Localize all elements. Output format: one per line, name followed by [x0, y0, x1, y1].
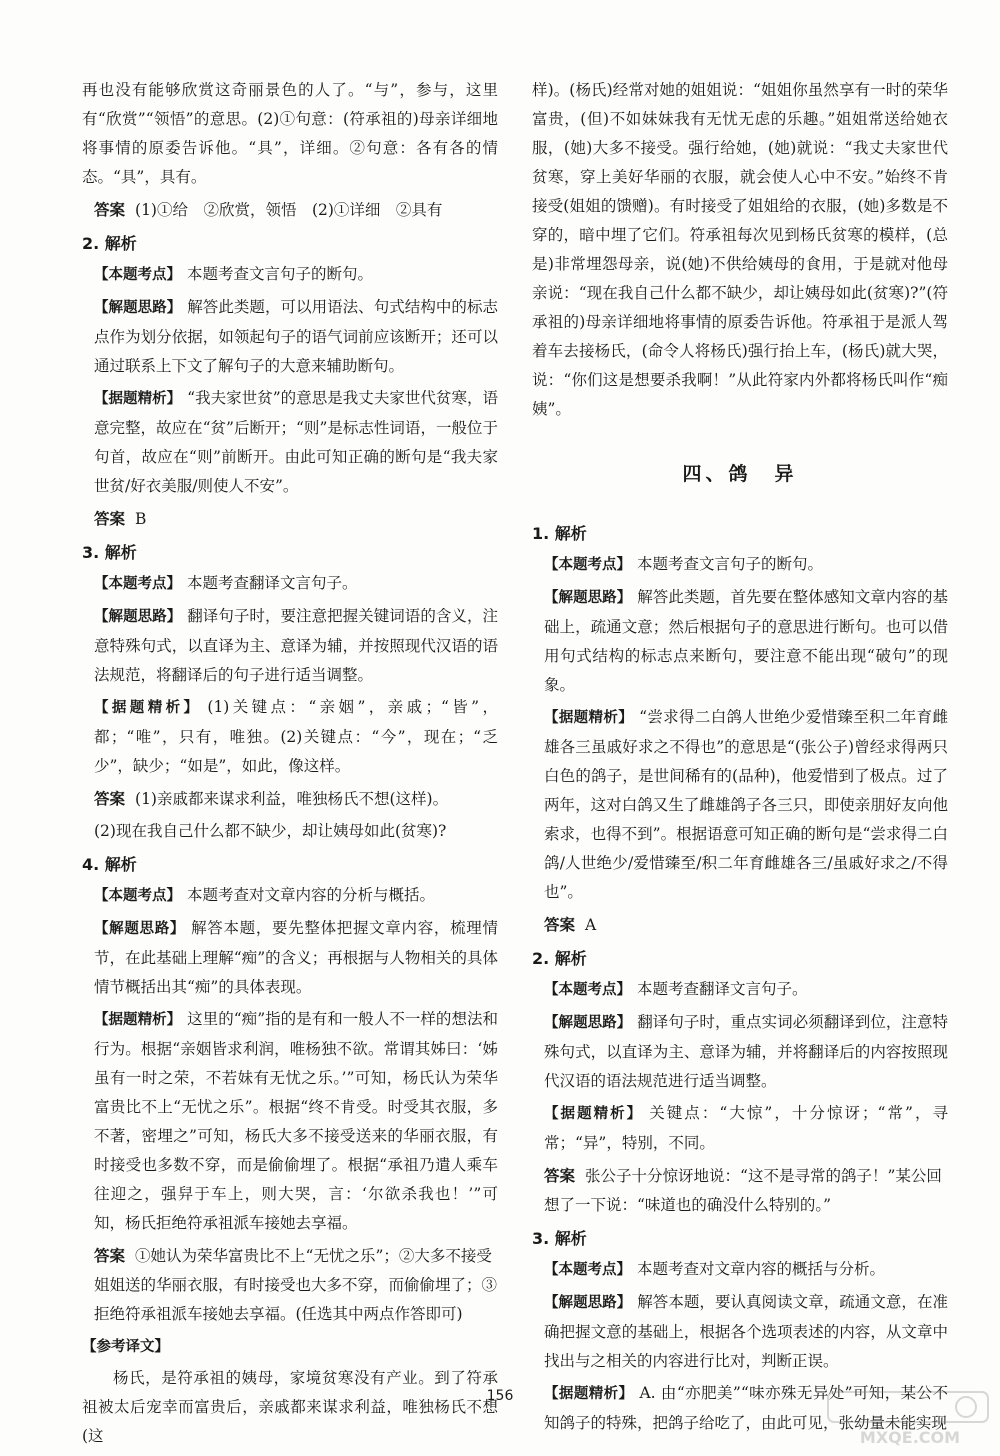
right-column — [532, 76, 948, 1441]
watermark-logo — [826, 1388, 994, 1450]
reference-translation-heading: 【参考译文】 — [82, 1339, 169, 1355]
q4-jingxi — [82, 1005, 498, 1238]
r-q1-kaodian — [532, 550, 948, 580]
reference-translation-text: 杨氏，是符承祖的姨母，家境贫寒没有产业。到了符承祖被太后宠幸而富贵后，亲戚都来谋求利益，唯独杨氏不想(这 — [82, 1369, 498, 1445]
section-title: 四、鸽 异 — [682, 463, 798, 485]
tag-label: 【解题思路】 — [544, 1015, 632, 1031]
tag-label: 【本题考点】 — [94, 888, 181, 904]
answer-text: (1)①给 ②欣赏，领悟 (2)①详细 ②具有 — [135, 201, 443, 219]
tag-text: 本题考查对文章内容的概括与分析。 — [637, 1260, 886, 1278]
tag-text: 本题考查文言句子的断句。 — [637, 555, 824, 573]
answer-label: 答案 — [94, 201, 126, 219]
q3-answer — [82, 785, 498, 814]
r-q2-kaodian — [532, 975, 948, 1005]
tag-label: 【据题精析】 — [544, 710, 634, 726]
tag-label: 【据题精析】 — [94, 1012, 182, 1028]
tag-text: 翻译句子时，重点实词必须翻译到位，注意特殊句式，以直译为主、意译为辅，并将翻译后的内容按照现代汉语的语法规范进行适当调整。 — [544, 1013, 948, 1090]
tag-text: 翻译句子时，要注意把握关键词语的含义，注意特殊句式，以直译为主、意译为辅，并按照现代汉语的语法规范，将翻译后的句子进行适当调整。 — [94, 607, 498, 684]
tag-text: “我夫家世贫”的意思是我丈夫家世代贫寒，语意完整，故应在“贫”后断开；“则”是标志性词语，一般位于句首，故应在“则”前断开。由此可知正确的断句是“我夫家世贫/好衣美服/则使人不安”。 — [94, 389, 498, 495]
tag-label: 【据题精析】 — [94, 391, 182, 407]
reference-translation-continued: 样)。(杨氏)经常对她的姐姐说：“姐姐你虽然享有一时的荣华富贵，(但)不如妹妹我有无忧无虑的乐趣。”姐姐常送给她衣服，(她)大多不接受。强行给她，(她)就说：“我丈夫家世代贫寒，穿上美好华丽的衣服，就会使人心中不安。”始终不肯接受(姐姐的馈赠)。有时接受了姐姐给的衣服，(她)多数是不穿的，暗中埋了它们。符承祖每次见到杨氏贫寒的模样，(总是)非常埋怨母亲，说(她)不供给姨母的食用，于是就对他母亲说：“现在我自己什么都不缺少，却让姨母如此(贫寒)?”(符承祖的)母亲详细地将事情的原委告诉他。符承祖于是派人驾着车去接杨氏，(命令人将杨氏)强行抬上车，(杨氏)就大哭，说：“你们这是想要杀我啊！”从此符家内外都将杨氏叫作“痴姨”。 — [532, 81, 948, 418]
r-q2-answer — [532, 1162, 948, 1220]
q4-answer — [82, 1242, 498, 1329]
q4-silu — [82, 914, 498, 1002]
intro-paragraph: 再也没有能够欣赏这奇丽景色的人了。“与”，参与，这里有“欣赏”“领悟”的意思。(2)①句意：(符承祖的)母亲详细地将事情的原委告诉他。“具”，详细。②句意：各有各的情态。“具”，具有。 — [82, 81, 498, 186]
tag-text: 本题考查翻译文言句子。 — [187, 574, 358, 592]
tag-label: 【据题精析】 — [94, 700, 202, 716]
q4-kaodian — [82, 881, 498, 911]
tag-label: 【解题思路】 — [544, 590, 632, 606]
q2-jingxi — [82, 384, 498, 501]
answer-label: 答案 — [544, 916, 576, 934]
tag-text: 本题考查翻译文言句子。 — [637, 980, 808, 998]
q3-kaodian — [82, 569, 498, 599]
q2-silu — [82, 293, 498, 381]
tag-label: 【本题考点】 — [544, 557, 631, 573]
tag-label: 【解题思路】 — [544, 1295, 632, 1311]
question-1-heading: 1. 解析 — [532, 524, 587, 543]
q3-silu — [82, 602, 498, 690]
tag-label: 【解题思路】 — [94, 609, 182, 625]
q3-answer-line-2: (2)现在我自己什么都不缺少，却让姨母如此(贫寒)? — [94, 822, 447, 840]
answer-label: 答案 — [94, 510, 126, 528]
question-3-heading: 3. 解析 — [82, 543, 137, 562]
answer-text: (1)亲戚都来谋求利益，唯独杨氏不想(这样)。 — [135, 790, 449, 808]
r-q1-silu — [532, 583, 948, 700]
r-q1-jingxi — [532, 703, 948, 907]
tag-text: “尝求得二白鸽人世绝少爱惜臻至积二年育雌雄各三虽戚好求之不得也”的意思是“(张公子)曾经求得两只白色的鸽子，是世间稀有的(品种)，他爱惜到了极点。过了两年，这对白鸽又生了雌雄鸽子各三只，即使亲朋好友向他索求，也得不到”。根据语意可知正确的断句是“尝求得二白鸽/人世绝少/爱惜臻至/积二年育雌雄各三/虽戚好求之/不得也”。 — [544, 708, 948, 901]
tag-label: 【据题精析】 — [544, 1106, 644, 1122]
question-2-heading: 2. 解析 — [82, 234, 137, 253]
page-number: 156 — [486, 1388, 514, 1404]
intro-answer — [82, 196, 498, 225]
watermark-text: MXQE.COM — [859, 1428, 961, 1447]
tag-text: 解答此类题，可以用语法、句式结构中的标志点作为划分依据，如领起句子的语气词前应该断开；还可以通过联系上下文了解句子的大意来辅助断句。 — [94, 298, 498, 375]
answer-label: 答案 — [544, 1167, 576, 1185]
tag-label: 【本题考点】 — [94, 576, 181, 592]
tag-text: 解答此类题，首先要在整体感知文章内容的基础上，疏通文意；然后根据句子的意思进行断句。也可以借用句式结构的标志点来断句，要注意不能出现“破句”的现象。 — [544, 588, 948, 694]
tag-text: 关键点：“大惊”，十分惊讶；“常”，寻常；“异”，特别，不同。 — [544, 1104, 949, 1152]
answer-text: ①她认为荣华富贵比不上“无忧之乐”；②大多不接受姐姐送的华丽衣服，有时接受也大多不穿，而偷偷埋了；③拒绝符承祖派车接她去享福。(任选其中两点作答即可) — [94, 1247, 498, 1323]
tag-label: 【本题考点】 — [94, 267, 181, 283]
question-4-heading: 4. 解析 — [82, 855, 137, 874]
question-3-heading: 3. 解析 — [532, 1229, 587, 1248]
answer-text: A — [585, 916, 597, 934]
tag-text: 解答本题，要认真阅读文章，疏通文意，在准确把握文意的基础上，根据各个选项表述的内容，从文章中找出与之相关的内容进行比对，判断正误。 — [544, 1293, 948, 1370]
tag-label: 【本题考点】 — [544, 1262, 631, 1278]
answer-label: 答案 — [94, 790, 126, 808]
tag-text: 本题考查文言句子的断句。 — [187, 265, 374, 283]
q2-kaodian — [82, 260, 498, 290]
left-column — [82, 76, 498, 1454]
q3-jingxi — [82, 693, 498, 781]
r-q2-silu — [532, 1008, 948, 1096]
tag-text: A. 由“亦肥美”“味亦殊无异处”可知，某公不知鸽子的特殊，把鸽子给吃了，由此可见，张幼量未能实现 — [544, 1384, 949, 1432]
tag-label: 【解题思路】 — [94, 300, 182, 316]
tag-text: 这里的“痴”指的是有和一般人不一样的想法和行为。根据“亲姻皆求利润，唯杨独不欲。常谓其姊曰：‘姊虽有一时之荣，不若妹有无忧之乐。’”可知，杨氏认为荣华富贵比不上“无忧之乐”。根据“终不肯受。时受其衣服，多不著，密埋之”可知，杨氏大多不接受送来的华丽衣服，有时接受也多数不穿，而是偷偷埋了。根据“承祖乃遣人乘车往迎之，强舁于车上，则大哭，言：‘尔欲杀我也！’”可知，杨氏拒绝符承祖派车接她去享福。 — [94, 1010, 498, 1232]
r-q3-silu — [532, 1288, 948, 1376]
tag-label: 【解题思路】 — [94, 921, 186, 937]
tag-text: (1)关键点：“亲姻”，亲戚；“皆”，都；“唯”，只有，唯独。(2)关键点：“今”，现在；“乏少”，缺少；“如是”，如此，像这样。 — [94, 698, 499, 775]
tag-label: 【本题考点】 — [544, 982, 631, 998]
answer-text: 张公子十分惊讶地说：“这不是寻常的鸽子！”某公回想了一下说：“味道也的确没什么特别的。” — [544, 1167, 942, 1214]
question-2-heading: 2. 解析 — [532, 949, 587, 968]
tag-label: 【据题精析】 — [544, 1386, 634, 1402]
q2-answer — [82, 505, 498, 534]
answer-label: 答案 — [94, 1247, 126, 1265]
tag-text: 本题考查对文章内容的分析与概括。 — [187, 886, 436, 904]
r-q3-kaodian — [532, 1255, 948, 1285]
answer-text: B — [135, 510, 147, 528]
r-q2-jingxi — [532, 1099, 948, 1158]
tag-text: 解答本题，要先整体把握文章内容，梳理情节，在此基础上理解“痴”的含义；再根据与人物相关的具体情节概括出其“痴”的具体表现。 — [94, 919, 498, 996]
r-q1-answer — [532, 911, 948, 940]
